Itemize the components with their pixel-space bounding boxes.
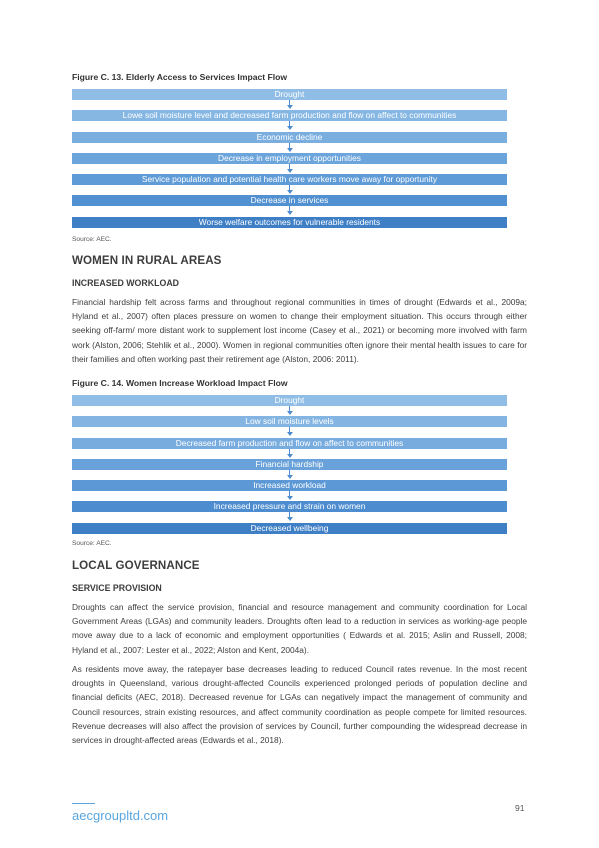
figure2-step: Decreased wellbeing	[72, 523, 507, 534]
figure1-step: Service population and potential health care workers move away for opportunity	[72, 174, 507, 185]
page-number: 91	[515, 803, 525, 813]
flow-arrow-icon	[72, 491, 507, 501]
figure2-step: Increased pressure and strain on women	[72, 501, 507, 512]
subheading-service-provision: SERVICE PROVISION	[72, 583, 162, 593]
flow-arrow-icon	[72, 449, 507, 459]
figure1-step: Decrease in services	[72, 195, 507, 206]
subheading-increased-workload: INCREASED WORKLOAD	[72, 278, 180, 288]
paragraph-service-provision-1: Droughts can affect the service provision, financial and resource management and community coordination for Local Government Areas (LGAs) and community leaders. Droughts often lead to a reduction in services as working-age people move away due to a lack of economic and employment opportunities ( Edwards et al. 2015; Aslin and Russell, 2008; Hyland et al., 2007: Lester et al., 2022; Alston and Kent, 2004a).	[72, 602, 527, 655]
figure1-step: Decrease in employment opportunities	[72, 153, 507, 164]
figure2-step: Low soil moisture levels	[72, 416, 507, 427]
flow-arrow-icon	[72, 100, 507, 110]
flow-arrow-icon	[72, 470, 507, 480]
flow-arrow-icon	[72, 185, 507, 195]
footer-website: aecgroupltd.com	[72, 808, 169, 823]
figure-c14-title: Figure C. 14. Women Increase Workload Impact Flow	[72, 378, 288, 388]
figure1-step: Lowe soil moisture level and decreased farm production and flow on affect to communities	[72, 110, 507, 121]
figure1-step: Worse welfare outcomes for vulnerable residents	[72, 217, 507, 228]
flow-arrow-icon	[72, 121, 507, 131]
flow-arrow-icon	[72, 512, 507, 522]
figure-c14-source: Source: AEC.	[72, 540, 112, 547]
paragraph-service-provision-2: As residents move away, the ratepayer base decreases leading to reduced Council rates revenue. In the most recent droughts in Queensland, various drought-affected Councils experienced prolonged periods of population decline and financial deficits (AEC, 2018). Decreased revenue for LGAs can negatively impact the management of community and Council resources, strain existing resources, and affect community coordination as people compete for limited resources. Revenue decreases will also affect the provision of services by Council, further compounding the widespread decrease in services in drought-affected areas (Edwards et al., 2018).	[72, 664, 527, 746]
paragraph-increased-workload: Financial hardship felt across farms and throughout regional communities in times of drought (Edwards et al., 2009a; Hyland et al., 2007) often places pressure on women to change their employment situation. This occurs through either seeking off-farm/ more distant work to supplement lost income (Casey et al., 2021) or becoming more involved with farm work (Alston, 2006; Stehlik et al., 2000). Women in regional communities often ignore their mental health issues to care for their families and often working past their retirement age (Alston, 2006: 2011).	[72, 297, 527, 364]
flow-arrow-icon	[72, 406, 507, 416]
flow-arrow-icon	[72, 427, 507, 437]
flow-arrow-icon	[72, 143, 507, 153]
figure2-step: Decreased farm production and flow on affect to communities	[72, 438, 507, 449]
flow-arrow-icon	[72, 206, 507, 216]
women-workload-flow-diagram	[72, 395, 507, 534]
figure2-step: Drought	[72, 395, 507, 406]
section-heading-women-rural: WOMEN IN RURAL AREAS	[72, 254, 222, 267]
figure2-step: Financial hardship	[72, 459, 507, 470]
figure2-step: Increased workload	[72, 480, 507, 491]
figure1-step: Economic decline	[72, 132, 507, 143]
flow-arrow-icon	[72, 164, 507, 174]
figure-c13-title: Figure C. 13. Elderly Access to Services Impact Flow	[72, 72, 288, 82]
section-heading-local-governance: LOCAL GOVERNANCE	[72, 559, 200, 572]
footer-rule	[72, 803, 95, 804]
figure-c13-source: Source: AEC.	[72, 236, 112, 243]
figure1-step: Drought	[72, 89, 507, 100]
elderly-access-flow-diagram	[72, 89, 507, 228]
